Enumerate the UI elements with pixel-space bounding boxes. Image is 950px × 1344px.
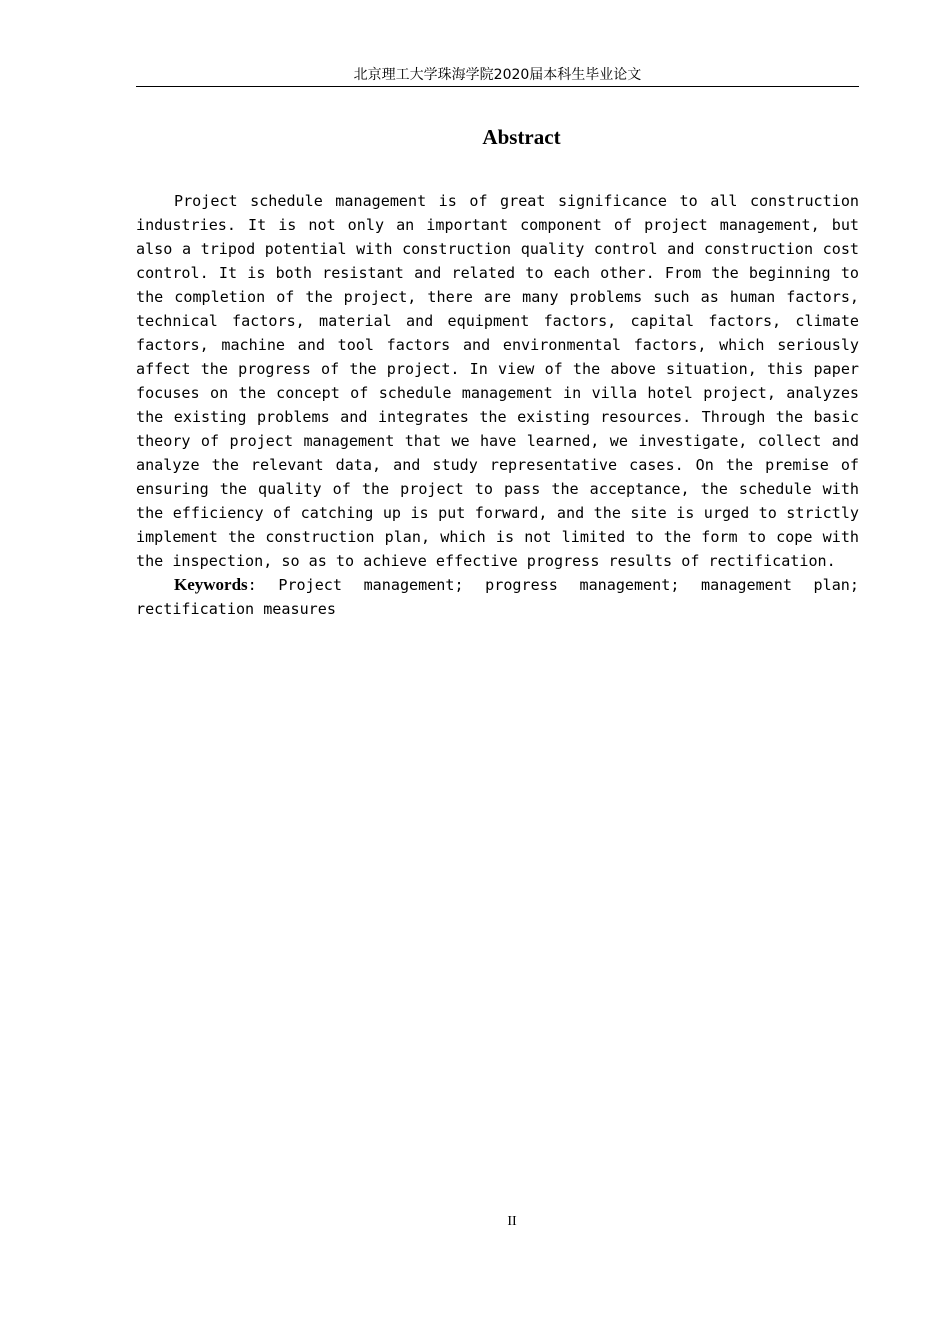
page-header: 北京理工大学珠海学院2020届本科生毕业论文	[136, 64, 859, 87]
abstract-paragraph: Project schedule management is of great significance to all construction industries. It is not only an important component of project management, but also a tripod potential with construction quality control and construction cost control. It is both resistant and related to each other. From the beginning to the completion of the project, there are many problems such as human factors, technical factors, material and equipment factors, capital factors, climate factors, machine and tool factors and environmental factors, which seriously affect the progress of the project. In view of the above situation, this paper focuses on the concept of schedule management in villa hotel project, analyzes the existing problems and integrates the existing resources. Through the basic theory of project management that we have learned, we investigate, collect and analyze the relevant data, and study representative cases. On the premise of ensuring the quality of the project to pass the acceptance, the schedule with the efficiency of catching up is put forward, and the site is urged to strictly implement the construction plan, which is not limited to the form to cope with the inspection, so as to achieve effective progress results of rectification.	[136, 192, 859, 570]
keywords-label: Keywords	[174, 575, 248, 594]
page-title: Abstract	[482, 125, 561, 149]
keywords-text: Project management; progress management; management plan; rectification measures	[136, 576, 859, 618]
abstract-body	[136, 189, 859, 621]
keywords-line	[136, 573, 859, 621]
page-number: II	[507, 1214, 517, 1229]
keywords-separator: :	[247, 576, 279, 594]
